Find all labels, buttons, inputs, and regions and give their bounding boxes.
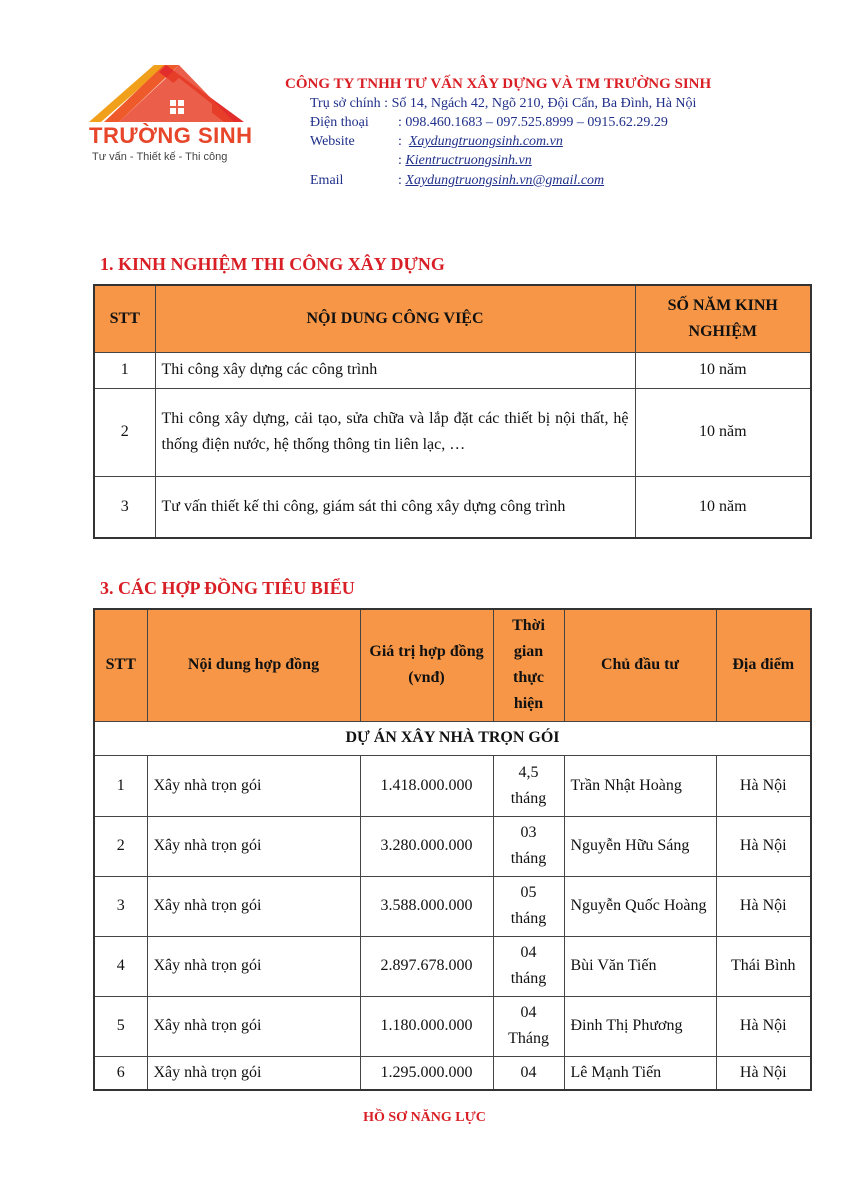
company-email: Email : Xaydungtruongsinh.vn@gmail.com [310, 173, 605, 188]
company-address: Trụ sở chính : Số 14, Ngách 42, Ngõ 210, Đội Cấn, Ba Đình, Hà Nội [310, 96, 697, 111]
cell-value: 1.295.000.000 [360, 1056, 493, 1090]
cell-value: 1.418.000.000 [360, 755, 493, 816]
section-title-experience: 1. KINH NGHIỆM THI CÔNG XÂY DỰNG [100, 254, 445, 274]
header-time: Thời gian thực hiện [493, 609, 564, 721]
table-row [94, 476, 811, 538]
cell-owner: Nguyễn Quốc Hoàng [564, 876, 716, 936]
table-header-row [94, 609, 811, 721]
table-row [94, 755, 811, 816]
cell-time: 04 Tháng [493, 996, 564, 1056]
phone-label: Điện thoại [310, 115, 369, 130]
cell-place: Hà Nội [716, 816, 811, 876]
page-footer: HỒ SƠ NĂNG LỰC [363, 1110, 486, 1125]
company-website-2: : Kientructruongsinh.vn [398, 153, 532, 168]
cell-owner: Trần Nhật Hoàng [564, 755, 716, 816]
cell-content: Xây nhà trọn gói [147, 755, 360, 816]
cell-content: Xây nhà trọn gói [147, 816, 360, 876]
company-website: Website : Xaydungtruongsinh.com.vn [310, 134, 563, 149]
cell-time: 04 tháng [493, 936, 564, 996]
cell-content: Xây nhà trọn gói [147, 996, 360, 1056]
header-value: Giá trị hợp đồng (vnđ) [360, 609, 493, 721]
cell-content: Xây nhà trọn gói [147, 1056, 360, 1090]
email-link[interactable]: Xaydungtruongsinh.vn@gmail.com [405, 173, 605, 188]
contracts-table [93, 608, 812, 1091]
cell-owner: Nguyễn Hữu Sáng [564, 816, 716, 876]
table-header-row [94, 285, 811, 352]
header-content: NỘI DUNG CÔNG VIỆC [155, 285, 635, 352]
table-row [94, 816, 811, 876]
section-title-contracts: 3. CÁC HỢP ĐỒNG TIÊU BIỂU [100, 578, 355, 598]
table-row [94, 996, 811, 1056]
cell-owner: Đinh Thị Phương [564, 996, 716, 1056]
table-row [94, 388, 811, 476]
cell-content: Thi công xây dựng, cải tạo, sửa chữa và lắp đặt các thiết bị nội thất, hệ thống điện nước, hệ thống thông tin liên lạc, … [155, 388, 635, 476]
table-row [94, 1056, 811, 1090]
table-row [94, 352, 811, 388]
cell-value: 3.588.000.000 [360, 876, 493, 936]
cell-stt: 4 [94, 936, 147, 996]
header-owner: Chủ đầu tư [564, 609, 716, 721]
table-group-row [94, 721, 811, 755]
cell-time: 05 tháng [493, 876, 564, 936]
cell-value: 1.180.000.000 [360, 996, 493, 1056]
company-logo [84, 60, 254, 165]
table-row [94, 936, 811, 996]
website-link-1[interactable]: Xaydungtruongsinh.com.vn [408, 134, 563, 149]
cell-place: Thái Bình [716, 936, 811, 996]
cell-value: 2.897.678.000 [360, 936, 493, 996]
cell-value: 3.280.000.000 [360, 816, 493, 876]
cell-stt: 2 [94, 388, 155, 476]
group-label: DỰ ÁN XÂY NHÀ TRỌN GÓI [94, 721, 811, 755]
cell-content: Tư vấn thiết kế thi công, giám sát thi công xây dựng công trình [155, 476, 635, 538]
header-stt: STT [94, 609, 147, 721]
cell-stt: 5 [94, 996, 147, 1056]
cell-years: 10 năm [635, 388, 811, 476]
cell-owner: Bùi Văn Tiến [564, 936, 716, 996]
cell-stt: 3 [94, 876, 147, 936]
experience-table [93, 284, 812, 539]
cell-time: 03 tháng [493, 816, 564, 876]
header-place: Địa điểm [716, 609, 811, 721]
cell-stt: 6 [94, 1056, 147, 1090]
cell-stt: 3 [94, 476, 155, 538]
cell-place: Hà Nội [716, 996, 811, 1056]
logo-name: TRƯỜNG SINH [89, 123, 253, 148]
cell-content: Thi công xây dựng các công trình [155, 352, 635, 388]
roof-icon [84, 60, 254, 130]
cell-time: 4,5 tháng [493, 755, 564, 816]
header-years: SỐ NĂM KINH NGHIỆM [635, 285, 811, 352]
cell-years: 10 năm [635, 476, 811, 538]
header-content: Nội dung hợp đồng [147, 609, 360, 721]
cell-stt: 1 [94, 352, 155, 388]
company-phone [310, 115, 668, 131]
cell-content: Xây nhà trọn gói [147, 936, 360, 996]
company-name: CÔNG TY TNHH TƯ VẤN XÂY DỰNG VÀ TM TRƯỜNG SINH [285, 76, 712, 92]
website-link-2[interactable]: Kientructruongsinh.vn [405, 153, 532, 168]
cell-place: Hà Nội [716, 1056, 811, 1090]
email-label: Email [310, 173, 344, 188]
cell-place: Hà Nội [716, 755, 811, 816]
cell-stt: 1 [94, 755, 147, 816]
cell-owner: Lê Mạnh Tiến [564, 1056, 716, 1090]
cell-years: 10 năm [635, 352, 811, 388]
cell-content: Xây nhà trọn gói [147, 876, 360, 936]
header-stt: STT [94, 285, 155, 352]
table-row [94, 876, 811, 936]
phone-value: : 098.460.1683 – 097.525.8999 – 0915.62.29.29 [398, 115, 668, 130]
logo-tagline: Tư vấn - Thiết kế - Thi công [92, 151, 228, 163]
cell-stt: 2 [94, 816, 147, 876]
website-label: Website [310, 134, 355, 149]
cell-time: 04 [493, 1056, 564, 1090]
cell-place: Hà Nội [716, 876, 811, 936]
